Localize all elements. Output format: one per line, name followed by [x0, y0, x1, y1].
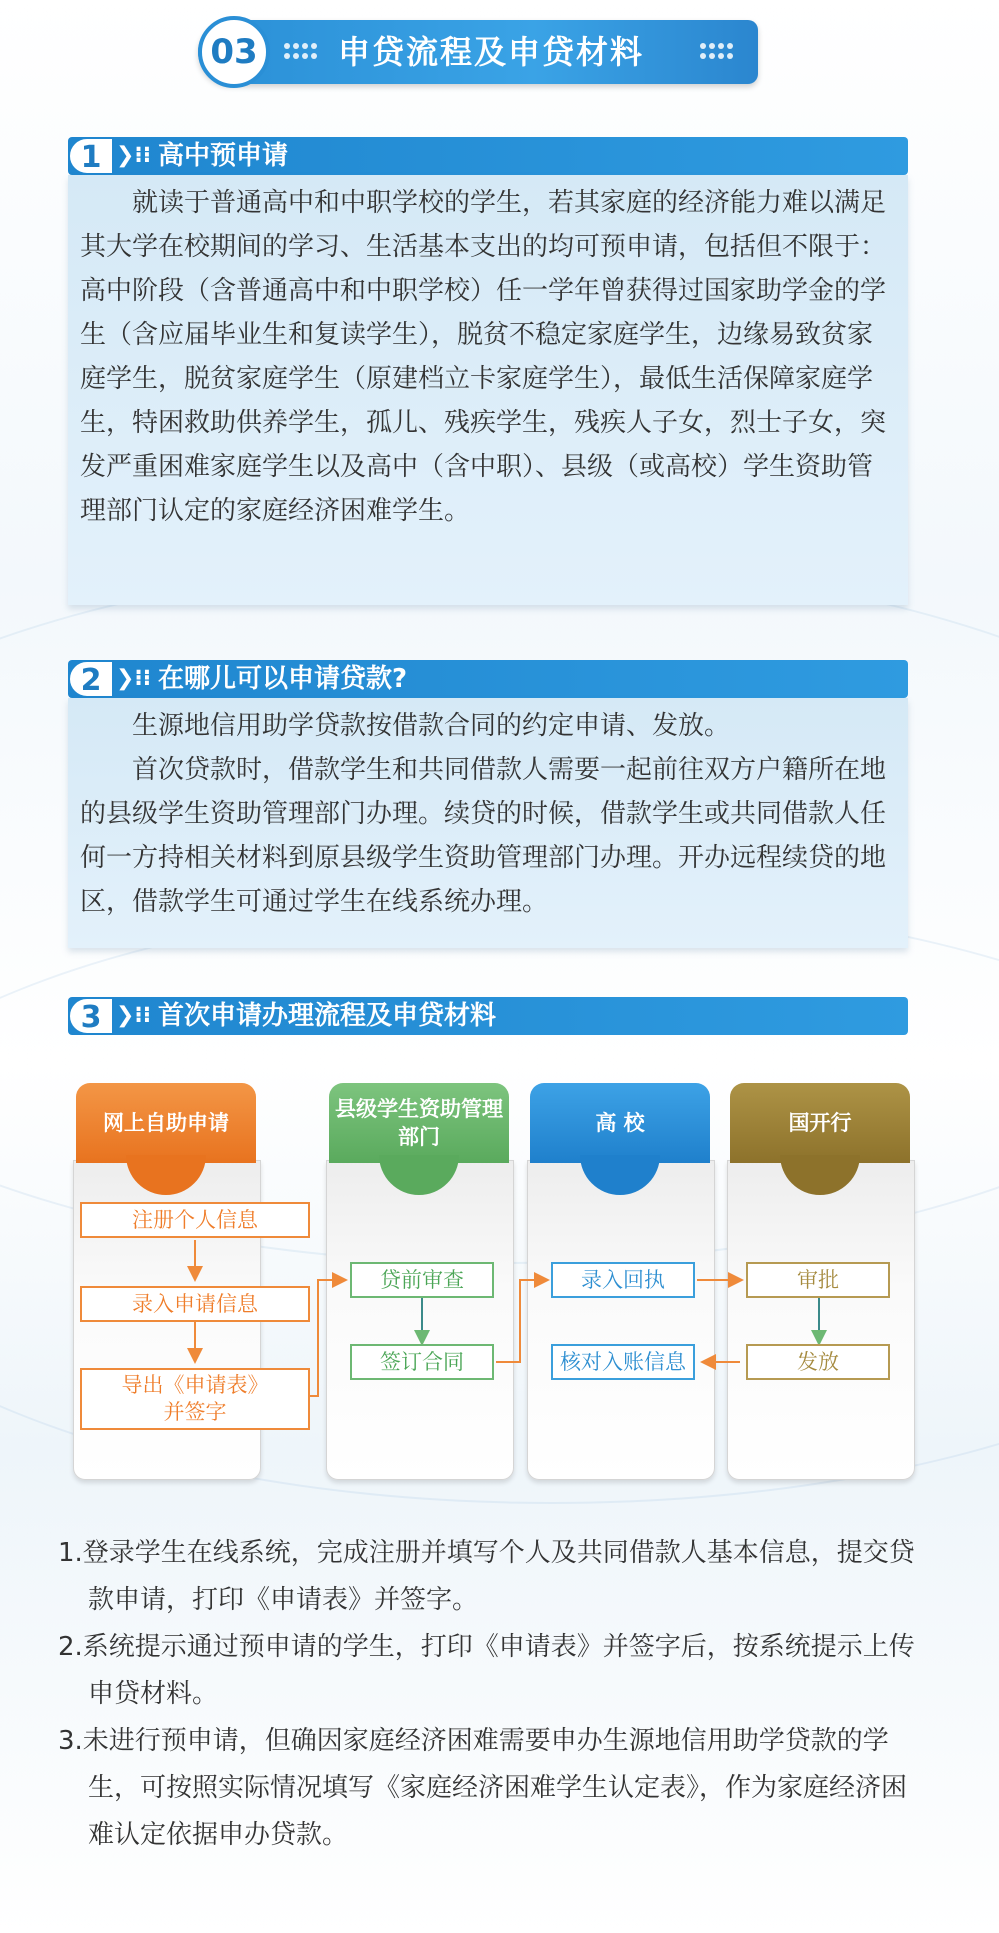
section-title: 首次申请办理流程及申贷材料: [158, 1001, 497, 1031]
banner-title: 申贷流程及申贷材料: [338, 33, 645, 71]
chevron-right-icon: ❯⁝⁝: [116, 666, 152, 691]
flow-box-verify-account: 核对入账信息: [551, 1344, 695, 1380]
chevron-right-icon: ❯⁝⁝: [116, 1003, 152, 1028]
flow-column-header-university: 高 校: [530, 1083, 710, 1163]
chevron-right-icon: ❯⁝⁝: [116, 143, 152, 168]
steps-list: [58, 1530, 918, 1859]
flow-box-register: 注册个人信息: [80, 1202, 310, 1238]
flow-box-pre-review: 贷前审查: [350, 1262, 494, 1298]
flow-box-text: 并签字: [163, 1400, 227, 1424]
section-number: 2: [68, 660, 114, 698]
flow-column-header-cdb: 国开行: [730, 1083, 910, 1163]
list-item: 1.登录学生在线系统，完成注册并填写个人及共同借款人基本信息，提交贷款申请，打印《申请表》并签字。: [58, 1538, 915, 1615]
flow-box-export-form: [80, 1368, 310, 1430]
paragraph: 就读于普通高中和中职学校的学生，若其家庭的经济能力难以满足其大学在校期间的学习、生活基本支出的均可预申请，包括但不限于：高中阶段（含普通高中和中职学校）任一学年曾获得过国家助学金的学生（含应届毕业生和复读学生），脱贫不稳定家庭学生，边缘易致贫家庭学生，脱贫家庭学生（原建档立卡家庭学生），最低生活保障家庭学生，特困救助供养学生，孤儿、残疾学生，残疾人子女，烈士子女，突发严重困难家庭学生以及高中（含中职）、县级（或高校）学生资助管理部门认定的家庭经济困难学生。: [80, 188, 887, 526]
banner-number: 03: [198, 16, 270, 88]
arrow-right-icon: [496, 1280, 546, 1362]
paragraph: 首次贷款时，借款学生和共同借款人需要一起前往双方户籍所在地的县级学生资助管理部门办理。续贷的时候，借款学生或共同借款人任何一方持相关材料到原县级学生资助管理部门办理。开办远程续贷的地区，借款学生可通过学生在线系统办理。: [80, 755, 887, 917]
section-number: 3: [68, 997, 114, 1035]
section-number: 1: [68, 137, 114, 175]
flow-box-sign-contract: 签订合同: [350, 1344, 494, 1380]
section-title: 在哪儿可以申请贷款?: [158, 664, 408, 694]
flow-box-enter-receipt: 录入回执: [551, 1262, 695, 1298]
flow-column-header-online: 网上自助申请: [76, 1083, 256, 1163]
list-item: 2.系统提示通过预申请的学生，打印《申请表》并签字后，按系统提示上传申贷材料。: [58, 1632, 915, 1709]
flow-box-disburse: 发放: [746, 1344, 890, 1380]
flow-column-header-county: 县级学生资助管理部门: [329, 1083, 509, 1163]
paragraph: 生源地信用助学贷款按借款合同的约定申请、发放。: [132, 711, 731, 741]
flow-box-approve: 审批: [746, 1262, 890, 1298]
section-title: 高中预申请: [158, 141, 289, 171]
arrow-right-icon: [310, 1280, 344, 1396]
flow-box-enter-application: 录入申请信息: [80, 1286, 310, 1322]
list-item: 3.未进行预申请，但确因家庭经济困难需要申办生源地信用助学贷款的学生，可按照实际情况填写《家庭经济困难学生认定表》，作为家庭经济困难认定依据申办贷款。: [58, 1726, 908, 1850]
flow-box-text: 导出《申请表》: [121, 1373, 269, 1397]
